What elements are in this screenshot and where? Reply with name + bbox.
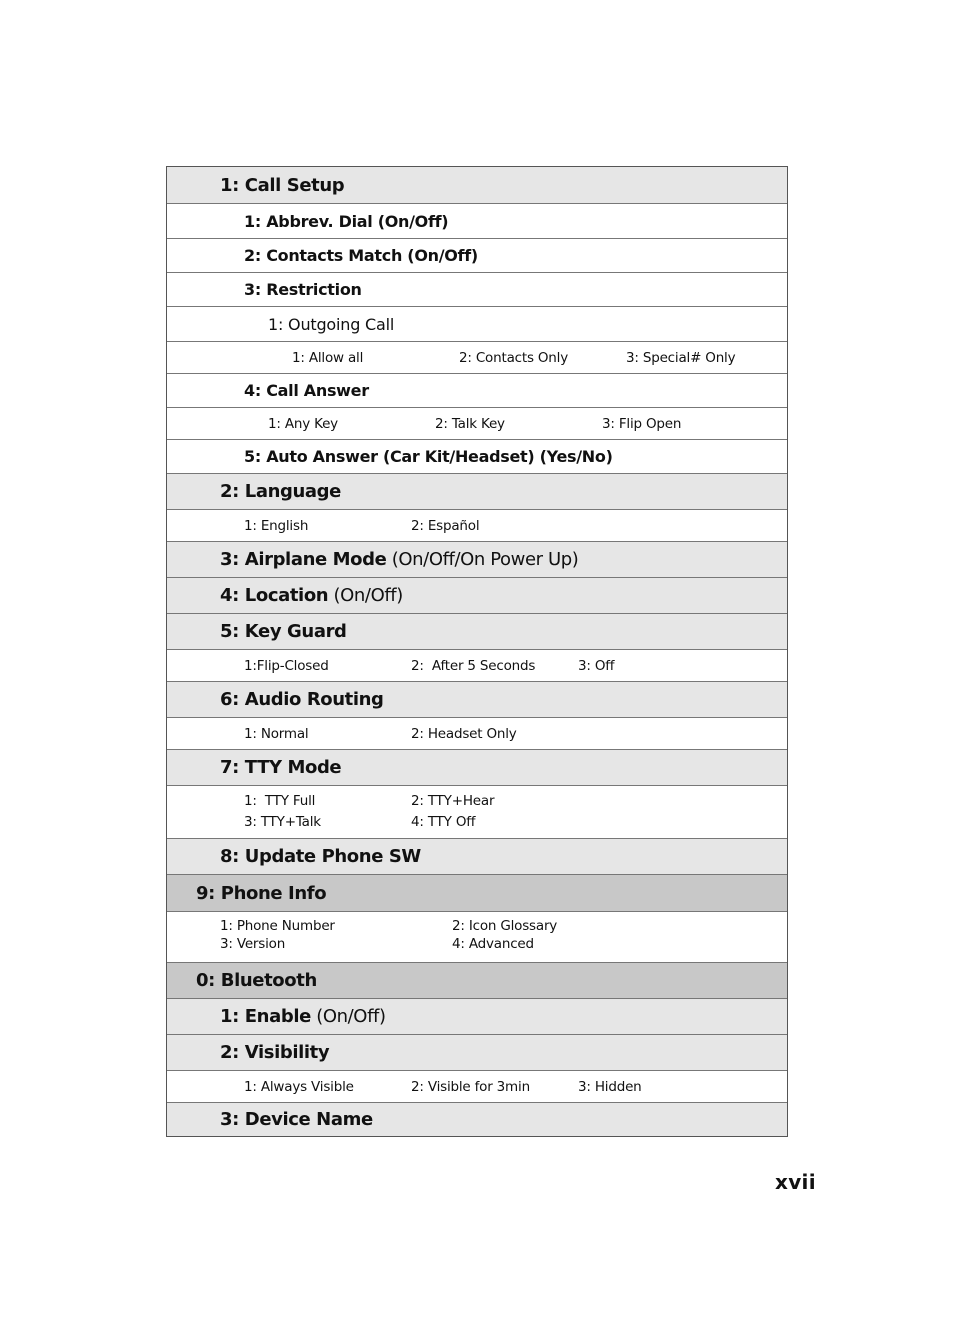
language-heading: 2: Language — [220, 481, 341, 502]
bluetooth-enable-title: 1: Enable — [220, 1006, 311, 1027]
contacts-match-label: 2: Contacts Match (On/Off) — [244, 246, 478, 265]
option-special-only: 3: Special# Only — [626, 349, 736, 366]
menu-row-tty-mode — [167, 749, 787, 785]
menu-row-visibility-options — [167, 1070, 787, 1102]
menu-row-audio-routing — [167, 681, 787, 717]
option-talk-key: 2: Talk Key — [435, 415, 505, 432]
menu-row-call-setup — [167, 167, 787, 203]
option-normal: 1: Normal — [244, 725, 309, 742]
menu-row-update-phone-sw — [167, 838, 787, 874]
menu-row-phone-info — [167, 874, 787, 911]
option-advanced: 4: Advanced — [452, 936, 534, 952]
option-phone-number: 1: Phone Number — [220, 918, 335, 934]
menu-row-abbrev-dial — [167, 203, 787, 238]
key-guard-heading: 5: Key Guard — [220, 621, 347, 642]
tty-mode-heading: 7: TTY Mode — [220, 757, 342, 778]
location-title: 4: Location — [220, 585, 329, 606]
menu-row-airplane-mode — [167, 541, 787, 577]
settings-menu-table — [166, 166, 788, 1137]
bluetooth-enable-heading — [220, 1006, 386, 1027]
option-contacts-only: 2: Contacts Only — [459, 349, 568, 366]
menu-row-auto-answer — [167, 439, 787, 473]
option-after-5-seconds: 2: After 5 Seconds — [411, 657, 536, 674]
option-icon-glossary: 2: Icon Glossary — [452, 918, 558, 934]
restriction-label: 3: Restriction — [244, 280, 362, 299]
option-flip-closed: 1:Flip-Closed — [244, 657, 329, 674]
option-tty-full: 1: TTY Full — [244, 793, 316, 809]
auto-answer-label: 5: Auto Answer (Car Kit/Headset) (Yes/No) — [244, 447, 613, 466]
option-tty-off: 4: TTY Off — [411, 814, 476, 830]
option-version: 3: Version — [220, 936, 286, 952]
abbrev-dial-label: 1: Abbrev. Dial (On/Off) — [244, 211, 449, 231]
option-tty-hear: 2: TTY+Hear — [411, 793, 495, 809]
menu-row-call-answer — [167, 373, 787, 407]
menu-row-key-guard — [167, 613, 787, 649]
outgoing-call-label: 1: Outgoing Call — [268, 314, 395, 334]
option-english: 1: English — [244, 517, 309, 534]
location-suffix: (On/Off) — [328, 585, 403, 606]
visibility-heading: 2: Visibility — [220, 1042, 330, 1063]
bluetooth-heading: 0: Bluetooth — [196, 970, 317, 991]
airplane-mode-suffix: (On/Off/On Power Up) — [386, 549, 579, 570]
call-setup-heading: 1: Call Setup — [220, 174, 345, 196]
option-espanol: 2: Español — [411, 517, 480, 534]
option-always-visible: 1: Always Visible — [244, 1078, 354, 1095]
option-visible-3min: 2: Visible for 3min — [411, 1078, 530, 1095]
menu-row-outgoing-call — [167, 306, 787, 341]
menu-row-bluetooth-visibility — [167, 1034, 787, 1070]
menu-row-bluetooth-enable — [167, 998, 787, 1034]
location-heading — [220, 585, 403, 606]
menu-row-device-name — [167, 1102, 787, 1136]
menu-row-contacts-match — [167, 238, 787, 272]
option-flip-open: 3: Flip Open — [602, 415, 682, 432]
menu-row-key-guard-options — [167, 649, 787, 681]
menu-row-phone-info-options — [167, 911, 787, 962]
bluetooth-enable-suffix: (On/Off) — [310, 1006, 386, 1027]
menu-row-bluetooth — [167, 962, 787, 998]
menu-row-tty-options — [167, 785, 787, 838]
option-allow-all: 1: Allow all — [292, 349, 364, 366]
airplane-mode-heading — [220, 549, 578, 570]
menu-row-location — [167, 577, 787, 613]
menu-row-language — [167, 473, 787, 509]
device-name-heading: 3: Device Name — [220, 1109, 373, 1130]
page-number: xvii — [775, 1170, 816, 1194]
menu-row-call-answer-options — [167, 407, 787, 439]
audio-routing-heading: 6: Audio Routing — [220, 689, 384, 710]
phone-info-heading: 9: Phone Info — [196, 882, 327, 904]
airplane-mode-title: 3: Airplane Mode — [220, 549, 387, 570]
option-off: 3: Off — [578, 657, 615, 674]
menu-row-audio-routing-options — [167, 717, 787, 749]
option-tty-talk: 3: TTY+Talk — [244, 814, 321, 830]
update-phone-sw-heading: 8: Update Phone SW — [220, 846, 421, 867]
option-any-key: 1: Any Key — [268, 415, 338, 432]
menu-row-language-options — [167, 509, 787, 541]
option-headset-only: 2: Headset Only — [411, 725, 517, 742]
menu-row-restriction — [167, 272, 787, 306]
menu-row-outgoing-options — [167, 341, 787, 373]
call-answer-label: 4: Call Answer — [244, 381, 369, 400]
option-hidden: 3: Hidden — [578, 1078, 642, 1095]
